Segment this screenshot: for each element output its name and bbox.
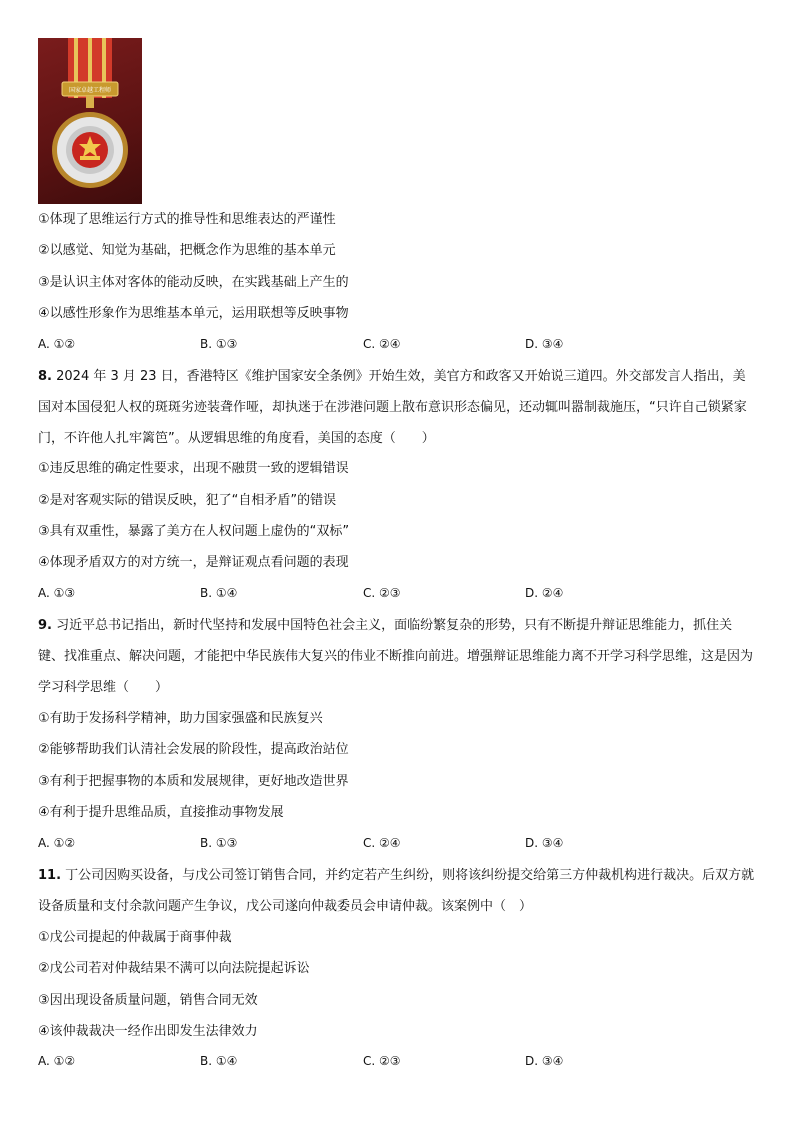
q7-option-b[interactable]: B. ①③: [200, 337, 238, 351]
q9-option-d[interactable]: D. ③④: [525, 836, 564, 850]
q8-option-b[interactable]: B. ①④: [200, 586, 238, 600]
q7-statement-3: ③是认识主体对客体的能动反映，在实践基础上产生的: [38, 275, 349, 290]
q8-option-d[interactable]: D. ②④: [525, 586, 564, 600]
medal-image: [38, 38, 142, 204]
q9-statement-3: ③有利于把握事物的本质和发展规律，更好地改造世界: [38, 774, 349, 789]
q8-statement-1: ①违反思维的确定性要求，出现不融贯一致的逻辑错误: [38, 461, 349, 476]
q11-option-c[interactable]: C. ②③: [363, 1054, 401, 1068]
q7-options: [38, 337, 758, 355]
q9-number: 9.: [38, 618, 52, 633]
q11-options: [38, 1054, 758, 1072]
q7-option-a[interactable]: A. ①②: [38, 337, 76, 351]
q9-statement-2: ②能够帮助我们认清社会发展的阶段性，提高政治站位: [38, 742, 349, 757]
q11-statement-1: ①戊公司提起的仲裁属于商事仲裁: [38, 930, 232, 945]
q11-number: 11.: [38, 868, 62, 883]
q11-option-a[interactable]: A. ①②: [38, 1054, 76, 1068]
q11-stem-text: 丁公司因购买设备，与戊公司签订销售合同，并约定若产生纠纷，则将该纠纷提交给第三方仲裁机构进行裁决。后双方就设备质量和支付余款问题产生争议，戊公司遂向仲裁委员会申请仲裁。该案例中（ ）: [38, 868, 755, 914]
q11-statement-4: ④该仲裁裁决一经作出即发生法律效力: [38, 1024, 258, 1039]
q8-options: [38, 586, 758, 604]
q11-option-b[interactable]: B. ①④: [200, 1054, 238, 1068]
q8-option-c[interactable]: C. ②③: [363, 586, 401, 600]
medal-icon: [38, 38, 142, 204]
q8-statement-3: ③具有双重性，暴露了美方在人权问题上虚伪的“双标”: [38, 524, 350, 539]
q8-statement-4: ④体现矛盾双方的对方统一，是辩证观点看问题的表现: [38, 555, 349, 570]
q8-option-a[interactable]: A. ①③: [38, 586, 76, 600]
q9-stem: [38, 610, 758, 703]
q8-number: 8.: [38, 369, 52, 384]
q7-statement-2: ②以感觉、知觉为基础，把概念作为思维的基本单元: [38, 243, 336, 258]
q11-stem: [38, 860, 758, 922]
q7-statement-1: ①体现了思维运行方式的推导性和思维表达的严谨性: [38, 212, 336, 227]
q9-statement-4: ④有利于提升思维品质，直接推动事物发展: [38, 805, 284, 820]
q9-statement-1: ①有助于发扬科学精神，助力国家强盛和民族复兴: [38, 711, 323, 726]
q11-option-d[interactable]: D. ③④: [525, 1054, 564, 1068]
q7-option-c[interactable]: C. ②④: [363, 337, 401, 351]
q9-stem-text: 习近平总书记指出，新时代坚持和发展中国特色社会主义，面临纷繁复杂的形势，只有不断提升辩证思维能力，抓住关键、找准重点、解决问题，才能把中华民族伟大复兴的伟业不断推向前进。增强辩证思维能力离不开学习科学思维，这是因为学习科学思维（ ）: [38, 618, 754, 695]
q11-statement-2: ②戊公司若对仲裁结果不满可以向法院提起诉讼: [38, 961, 310, 976]
q9-option-b[interactable]: B. ①③: [200, 836, 238, 850]
q11-statement-3: ③因出现设备质量问题，销售合同无效: [38, 993, 258, 1008]
q8-statement-2: ②是对客观实际的错误反映，犯了“自相矛盾”的错误: [38, 493, 337, 508]
q9-option-a[interactable]: A. ①②: [38, 836, 76, 850]
q8-stem-text: 2024 年 3 月 23 日，香港特区《维护国家安全条例》开始生效，美官方和政客又开始说三道四。外交部发言人指出，美国对本国侵犯人权的斑斑劣迹装聋作哑，却执迷于在涉港问题上散布意识形态偏见，还动辄叫嚣制裁施压，“只许自己锁紧家门，不许他人扎牢篱笆”。从逻辑思维的角度看，美国的态度（ ）: [38, 369, 747, 446]
q7-option-d[interactable]: D. ③④: [525, 337, 564, 351]
q9-option-c[interactable]: C. ②④: [363, 836, 401, 850]
medal-caption: 国家卓越工程师: [68, 87, 112, 94]
q9-options: [38, 836, 758, 854]
q8-stem: [38, 361, 758, 454]
q7-statement-4: ④以感性形象作为思维基本单元，运用联想等反映事物: [38, 306, 349, 321]
